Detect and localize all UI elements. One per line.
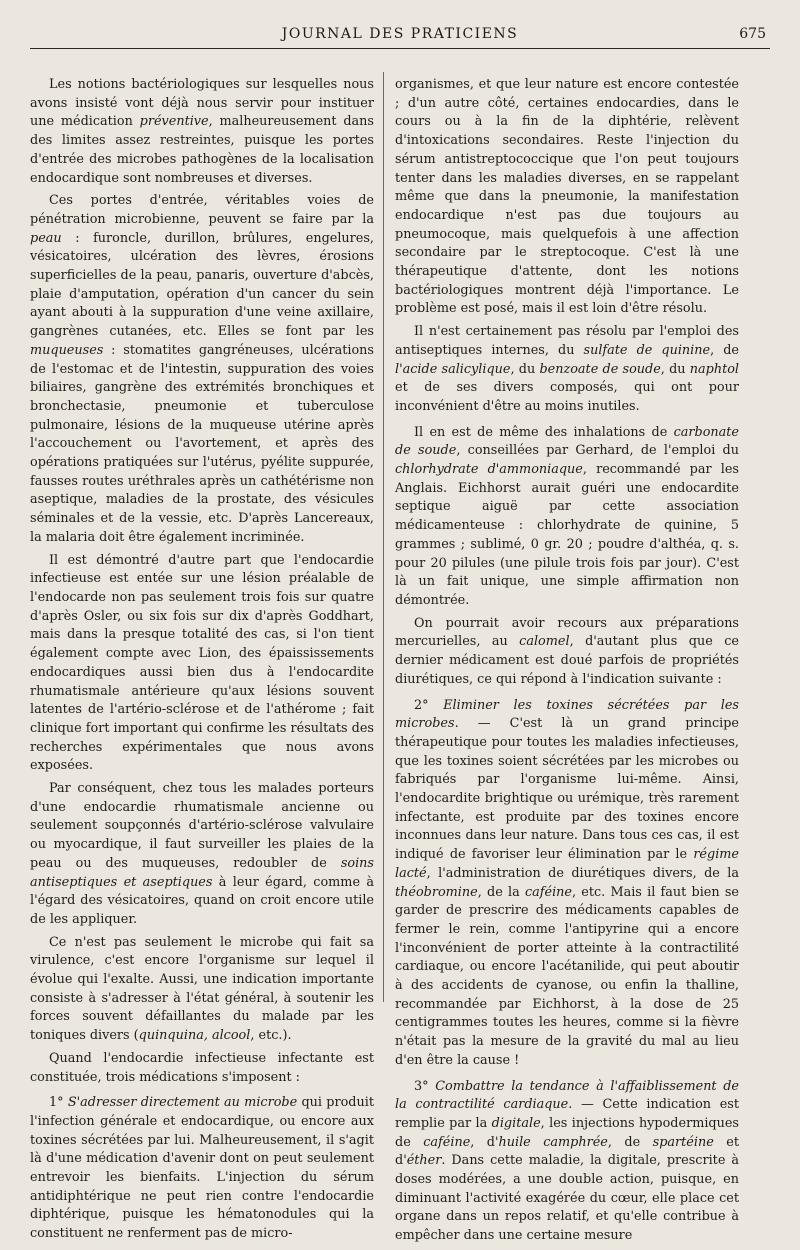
italic-term: préventive [139,114,209,130]
paragraph-indication-3: 3° Combattre la tendance à l'affaiblissement de la contractilité cardiaque. — Cette indication est remplie par la digitale, les injections hypodermiques de caféine, d'huile camphrée, de spartéine et d'éther. Dans cette maladie, la digitale, prescrite à doses modérées, a une double action, puisque, en diminuant l'activité exagérée du cœur, elle place cet organe dans un repos relatif, et qu'elle contribue à empêcher dans une certaine mesure [395,1078,739,1244]
page-number: 675 [739,26,766,42]
italic-term: huile camphrée [498,1134,608,1150]
paragraph-antiseptiques-internes: Il n'est certainement pas résolu par l'emploi des antiseptiques internes, du sulfate de quinine, de l'acide salicylique, du benzoate de soude, du naphtol et de ses divers composés, qui ont pour inconvénient d'être au moins inutiles. [395,324,740,414]
italic-term: spartéine [652,1134,714,1150]
italic-term: Combattre la tendance à l'affaiblissement de la contractilité cardiaque [395,1078,739,1113]
italic-term: chlorhydrate d'ammoniaque [395,462,583,478]
paragraph-lesion-prealable: Il est démontré d'autre part que l'endocardie infectieuse est entée sur une lésion préalable de l'endocarde non pas seulement trois fois sur quatre d'après Osler, ou six fois sur dix d'après Goddhart, mais dans la presque totalité des cas, si l'on tient également compte avec Lion, des épaississements endocardiques aussi bien dus à l'endocardite rhumatismale antérieure qu'aux lésions souvent latentes de l'artério-sclérose et de l'athérome ; fait clinique fort important qui confirme les résultats des recherches expérimentales que nous avons exposées. [30,552,374,774]
italic-term: régime lacté [395,847,739,881]
running-title: JOURNAL DES PRATICIENS [281,26,519,42]
right-column [395,76,739,1250]
paragraph-organismes: organismes, et que leur nature est encore contestée ; d'un autre côté, certaines endocardies, dans le cours ou à la fin de la diphtérie, relèvent d'intoxications secondaires. Reste l'injection du sérum antistreptococcique que l'on peut toujours tenter dans les maladies diverses, en se rappelant même que dans la pneumonie, la manifestation endocardique n'est pas due toujours au pneumocoque, mais quelquefois à une affection secondaire par le streptocoque. C'est là une thérapeutique d'attente, dont les notions bactériologiques montrent déjà l'importance. Le problème est posé, mais il est loin d'être résolu. [395,77,739,317]
italic-term: caféine [423,1134,471,1150]
paragraph-etat-general: Ce n'est pas seulement le microbe qui fait sa virulence, c'est encore l'organisme sur lequel il évolue qui l'exalte. Aussi, une indication importante consiste à s'adresser à l'état général, à soutenir les forces souvent défaillantes du malade par les toniques divers (quinquina, alcool, etc.). [30,934,374,1044]
italic-term: caféine [524,884,572,900]
paragraph-portes-entree: Ces portes d'entrée, véritables voies de pénétration microbienne, peuvent se faire par la peau : furoncle, durillon, brûlures, engelures, vésicatoires, ulcération des lèvres, érosions superficielles de la peau, panaris, ouverture d'abcès, plaie d'amputation, opération d'un cancer du sein ayant abouti à la suppuration d'une veine axillaire, gangrènes cutanées, etc. Elles se font par les muqueuses : stomatites gangréneuses, ulcérations de l'estomac et de l'intestin, suppuration des voies biliaires, gangrène des extrémités bronchiques et bronchectasie, pneumonie et tuberculose pulmonaire, lésions de la muqueuse utérine après l'accouchement ou l'avortement, et après des opérations pratiquées sur l'utérus, pyélite suppurée, fausses routes uréthrales après un cathétérisme non aseptique, maladies de la prostate, des vésicules séminales et de la vessie, etc. D'après Lancereaux, la malaria doit être également incriminée. [30,193,374,545]
italic-term: benzoate de soude [539,361,661,377]
italic-term: S'adresser directement au microbe [67,1095,298,1111]
italic-term: naphtol [689,361,740,377]
italic-term: éther [406,1153,442,1169]
column-divider [383,72,384,1002]
italic-term: calomel [519,634,570,650]
left-column [30,76,374,1248]
italic-term: soins antiseptiques et aseptiques [30,855,374,890]
paragraph-mercurielles: On pourrait avoir recours aux préparations mercurielles, au calomel, d'autant plus que ce dernier médicament est doué parfois de propriétés diurétiques, ce qui répond à l'indication suivante : [395,615,739,687]
paragraph-indication-1: 1° S'adresser directement au microbe qui produit l'infection générale et endocardique, ou encore aux toxines sécrétées par lui. Malheureusement, il s'agit là d'une médication d'avenir dont on peut seulement entrevoir les bienfaits. L'injection du sérum antidiphtérique ne peut rien contre l'endocardie diphtérique, puisque les hématonodules qui la constituent ne renferment pas de micro- [30,1095,374,1242]
italic-term: théobromine [395,884,478,900]
page-header [30,26,770,49]
paragraph-inhalations: Il en est de même des inhalations de carbonate de soude, conseillées par Gerhard, de l'emploi du chlorhydrate d'ammoniaque, recommandé par les Anglais. Eichhorst aurait guéri une endocardite septique aiguë par cette association médicamenteuse : chlorhydrate de quinine, 5 grammes ; sublimé, 0 gr. 20 ; poudre d'althéa, q. s. pour 20 pilules (une pilule trois fois par jour). C'est là un fait unique, une simple affirmation non démontrée. [395,424,739,608]
paragraph-indication-2: 2° Eliminer les toxines sécrétées par les microbes. — C'est là un grand principe thérapeutique pour toutes les maladies infectieuses, que les toxines soient sécrétées par les microbes ou fabriqués par l'organisme lui-même. Ainsi, l'endocardite brightique ou urémique, très rarement infectante, est produite par des toxines encore inconnues dans leur nature. Dans tous ces cas, il est indiqué de favoriser leur élimination par le régime lacté, l'administration de diurétiques divers, de la théobromine, de la caféine, etc. Mais il faut bien se garder de prescrire des médicaments capables de fermer le rein, comme l'antipyrine qui a encore l'inconvénient de porter atteinte à la contractilité cardiaque, ou encore l'acétanilide, qui peut aboutir à des accidents de cyanose, ou enfin la thalline, recommandée par Eichhorst, à la dose de 25 centigrammes toutes les heures, comme si la fièvre n'était pas la mesure de la gravité du mal au lieu d'en être la cause ! [395,697,739,1068]
paragraph-trois-medications: Quand l'endocardie infectieuse infectante est constituée, trois médications s'imposent : [30,1050,374,1085]
italic-term: carbonate de soude [395,424,739,459]
italic-term: quinquina, alcool [138,1028,251,1044]
italic-term: l'acide salicylique [395,361,511,377]
italic-term: digitale [491,1115,541,1131]
paragraph-preventive-medication: Les notions bactériologiques sur lesquelles nous avons insisté vont déjà nous servir pour instituer une médication préventive, malheureusement dans des limites assez restreintes, puisque les portes d'entrée des microbes pathogènes de la localisation endocardique sont nombreuses et diverses. [30,77,374,186]
italic-term: Eliminer les toxines sécrétées par les microbes [395,697,739,732]
italic-term: muqueuses [30,342,104,358]
paragraph-soins-antiseptiques: Par conséquent, chez tous les malades porteurs d'une endocardie rhumatismale ancienne ou seulement soupçonnés d'artério-sclérose valvulaire ou myocardique, il faut surveiller les plaies de la peau ou des muqueuses, redoubler de soins antiseptiques et aseptiques à leur égard, comme à l'égard des vésicatoires, quand on croit encore utile de les appliquer. [30,781,375,927]
italic-term: sulfate de quinine [583,342,711,358]
italic-term: peau [30,230,62,246]
